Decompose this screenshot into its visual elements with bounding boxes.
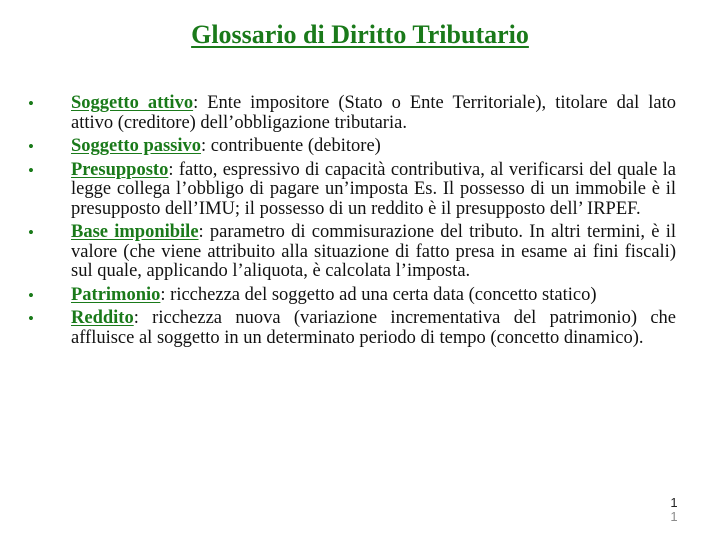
bullet-icon: •: [28, 223, 34, 242]
term-separator: :: [201, 136, 207, 156]
glossary-term: Soggetto passivo: [71, 136, 202, 156]
glossary-item: [28, 137, 676, 157]
glossary-definition: contribuente (debitore): [206, 136, 381, 156]
glossary-item: [28, 223, 676, 282]
glossary-term: Patrimonio: [71, 284, 161, 305]
glossary-definition: fatto, espressivo di capacità contributiva, al verificarsi del quale la legge collega l’obbligo di pagare un’imposta Es. Il possesso di un immobile è il presupposto dell’IMU; il possesso di un reddito è il presupposto dell’ IRPEF.: [71, 159, 676, 219]
term-separator: :: [193, 93, 199, 113]
glossary-term: Base imponibile: [71, 222, 199, 242]
bullet-icon: •: [28, 309, 34, 328]
glossary-definition: parametro di commisurazione del tributo. In altri termini, è il valore (che viene attribuito alla situazione di fatto presa in esame ai fini fiscali) sul quale, applicando l’aliquota, è calcolata l’imposta.: [71, 222, 676, 281]
term-separator: :: [168, 159, 174, 180]
slide-title: Glossario di Diritto Tributario: [191, 20, 529, 49]
bullet-icon: •: [28, 137, 34, 156]
page-number-secondary: 1: [670, 509, 678, 524]
glossary-item: [28, 94, 676, 133]
glossary-list: [28, 94, 676, 352]
glossary-definition: Ente impositore (Stato o Ente Territoriale), titolare dal lato attivo (creditore) dell’obbligazione tributaria.: [71, 93, 676, 133]
term-separator: :: [133, 308, 139, 328]
glossary-term: Reddito: [71, 308, 134, 328]
glossary-item: [28, 309, 676, 348]
glossary-definition: ricchezza del soggetto ad una certa data (concetto statico): [165, 284, 597, 305]
glossary-term: Soggetto attivo: [71, 93, 194, 113]
term-separator: :: [160, 284, 166, 305]
glossary-term: Presupposto: [71, 159, 169, 180]
bullet-icon: •: [28, 94, 34, 113]
bullet-icon: •: [28, 285, 34, 305]
page-number: 1: [670, 495, 678, 510]
bullet-icon: •: [28, 160, 34, 180]
glossary-item: [28, 161, 676, 220]
term-separator: :: [198, 222, 204, 242]
glossary-item: [28, 286, 676, 306]
glossary-definition: ricchezza nuova (variazione incrementativa del patrimonio) che affluisce al soggetto in un determinato periodo di tempo (concetto dinamico).: [71, 308, 676, 348]
